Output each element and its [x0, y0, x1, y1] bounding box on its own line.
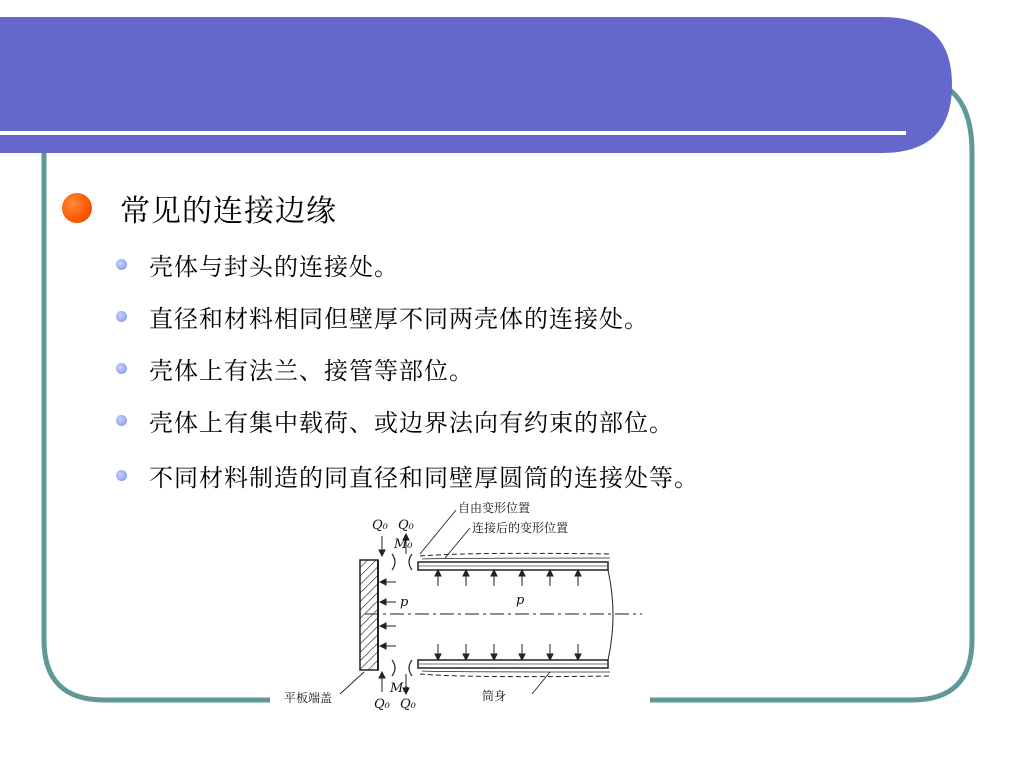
- list-item: [116, 342, 699, 394]
- label-m0-bottom: M₀: [390, 681, 409, 696]
- moment-symbols: [392, 554, 412, 676]
- list-item-text: 壳体上有集中载荷、或边界法向有约束的部位。: [149, 408, 674, 437]
- label-shell: 筒身: [482, 689, 507, 703]
- list-item-text: 壳体上有法兰、接管等部位。: [149, 356, 474, 385]
- flat-head-plate: [360, 560, 378, 670]
- heading-bullet-icon: [62, 193, 92, 223]
- label-flat-head: 平板端盖: [284, 691, 333, 705]
- pressure-arrows-top: [435, 570, 581, 586]
- bullet-list: [116, 238, 699, 504]
- slide-heading: 常见的连接边缘: [120, 194, 337, 229]
- bullet-dot-icon: [116, 415, 127, 426]
- label-q0-bottom-right: Q₀: [400, 697, 416, 712]
- label-connected-deform: 连接后的变形位置: [472, 521, 569, 535]
- label-q0-top-right: Q₀: [398, 518, 414, 533]
- list-item-text: 直径和材料相同但壁厚不同两壳体的连接处。: [149, 304, 649, 333]
- list-item-text: 壳体与封头的连接处。: [149, 252, 399, 281]
- bullet-dot-icon: [116, 311, 127, 322]
- label-p-shell: p: [516, 593, 525, 608]
- label-free-deform: 自由变形位置: [458, 501, 531, 515]
- list-item-text: 不同材料制造的同直径和同壁厚圆筒的连接处等。: [149, 463, 699, 492]
- label-q0-top-left: Q₀: [372, 518, 388, 533]
- list-item: [116, 238, 699, 290]
- bullet-dot-icon: [116, 363, 127, 374]
- bullet-dot-icon: [116, 470, 127, 481]
- label-q0-bottom-left: Q₀: [374, 697, 390, 712]
- label-m0-top: M₀: [394, 537, 413, 552]
- list-item: [116, 290, 699, 342]
- bullet-dot-icon: [116, 259, 127, 270]
- connection-diagram: [270, 496, 650, 712]
- label-p-plate: p: [400, 595, 409, 610]
- pressure-arrows-bottom: [435, 644, 581, 660]
- list-item: [116, 394, 699, 446]
- banner-stripe: [0, 131, 906, 135]
- heading-row: [62, 188, 337, 228]
